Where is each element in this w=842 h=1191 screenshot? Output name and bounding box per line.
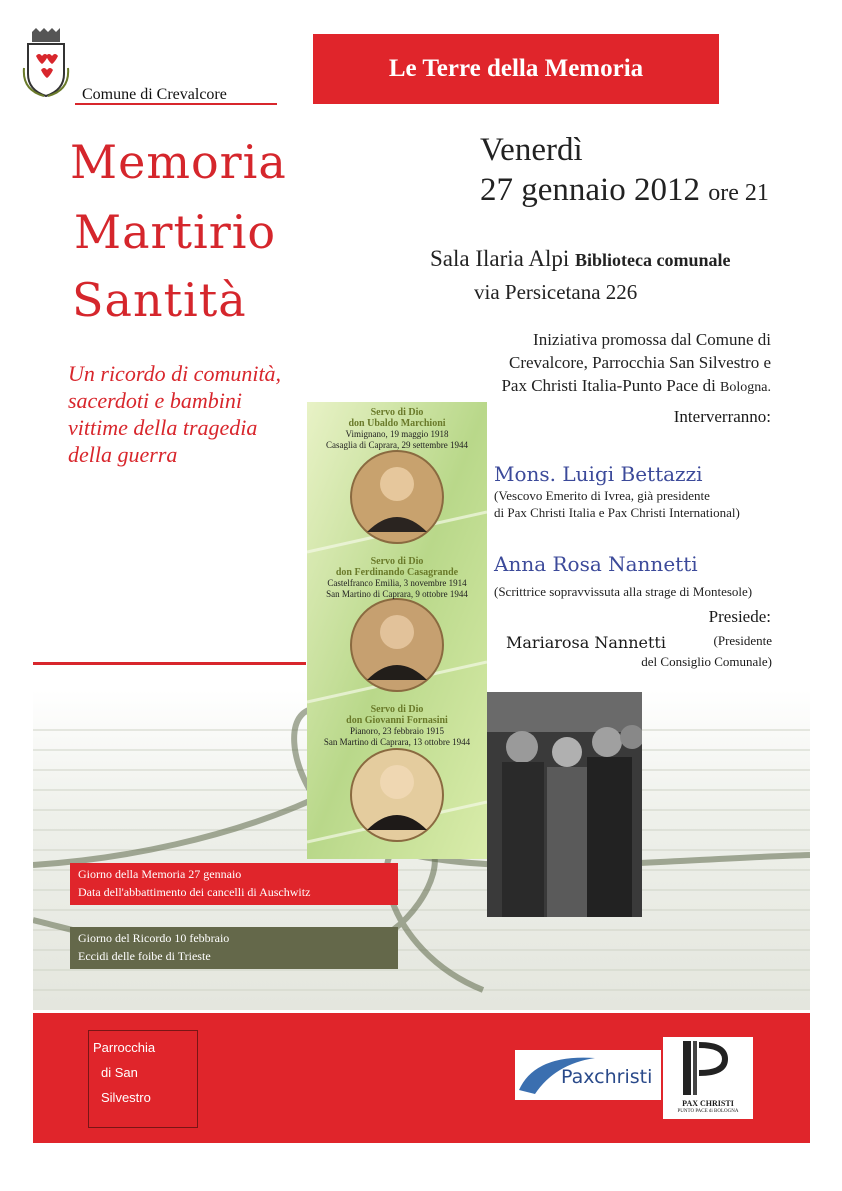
box-line: Giorno della Memoria 27 gennaio (78, 867, 242, 881)
venue-address: via Persicetana 226 (474, 280, 638, 304)
comune-name: Comune di Crevalcore (82, 86, 227, 103)
speaker-1-desc (494, 487, 774, 521)
venue-line (430, 246, 731, 272)
interverranno-label: Interverranno: (673, 407, 771, 426)
saint-birth: Vimignano, 19 maggio 1918 (345, 429, 449, 439)
speaker-1-name: Mons. Luigi Bettazzi (494, 462, 703, 486)
president-role-1: (Presidente (713, 633, 772, 648)
president-name: Mariarosa Nannetti (506, 633, 666, 652)
saint-title: Servo di Dio (370, 556, 424, 567)
president-role-2: del Consiglio Comunale) (641, 654, 772, 669)
pax-logo-title: PAX CHRISTI (682, 1099, 734, 1108)
saint-death: Casaglia di Caprara, 29 settembre 1944 (326, 440, 468, 450)
saint-death: San Martino di Caprara, 9 ottobre 1944 (326, 589, 468, 599)
promo-city: Bologna. (720, 380, 771, 395)
promo-line: Iniziativa promossa dal Comune di (533, 330, 771, 349)
chi-rho-icon (663, 1037, 753, 1097)
saint-birth: Pianoro, 23 febbraio 1915 (350, 726, 444, 736)
saint-name: don Ubaldo Marchioni (348, 418, 446, 429)
saint-name: don Ferdinando Casagrande (335, 567, 459, 578)
venue-library: Biblioteca comunale (575, 250, 731, 270)
saints-strip (307, 402, 487, 859)
paxchristi-logo (515, 1050, 661, 1100)
box-line: Eccidi delle foibe di Trieste (78, 949, 211, 963)
speaker-desc-line: (Vescovo Emerito di Ivrea, già presidente (494, 488, 710, 503)
saint-name: don Giovanni Fornasini (346, 715, 448, 726)
saint-birth: Castelfranco Emilia, 3 novembre 1914 (327, 578, 467, 588)
event-day: Venerdì (480, 132, 583, 168)
paxchristi-logo-text: Paxchristi (561, 1066, 653, 1088)
promo-line (445, 374, 771, 399)
parrocchia-label (93, 1035, 155, 1110)
box-line: Giorno del Ricordo 10 febbraio (78, 931, 230, 945)
saint-death: San Martino di Caprara, 13 ottobre 1944 (323, 737, 471, 747)
event-date: 27 gennaio 2012 (480, 172, 700, 208)
giorno-memoria-box (70, 863, 398, 905)
subtitle (68, 360, 328, 468)
event-time: ore 21 (708, 180, 769, 206)
saint-title: Servo di Dio (370, 407, 424, 418)
pax-christi-bologna-logo (663, 1037, 753, 1119)
title-banner: Le Terre della Memoria (313, 34, 719, 104)
venue-name: Sala Ilaria Alpi (430, 246, 570, 271)
saint-title: Servo di Dio (370, 704, 424, 715)
crest-icon (22, 28, 70, 98)
saint-2-caption (312, 556, 482, 600)
event-date-line (480, 172, 769, 209)
speaker-2-desc: (Scrittrice sopravvissuta alla strage di Montesole) (494, 584, 753, 599)
title-line-3: Santità (72, 273, 247, 327)
speaker-2-name: Anna Rosa Nannetti (494, 552, 698, 576)
promo-text (445, 328, 771, 399)
parrocchia-line: Silvestro (101, 1090, 151, 1105)
subtitle-line: della guerra (68, 442, 178, 467)
promo-line: Crevalcore, Parrocchia San Silvestro e (509, 353, 771, 372)
title-line-2: Martirio (74, 205, 277, 259)
parrocchia-line: di San (101, 1065, 138, 1080)
subtitle-line: sacerdoti e bambini (68, 388, 242, 413)
speaker-desc-line: di Pax Christi Italia e Pax Christi International) (494, 505, 740, 520)
box-line: Data dell'abbattimento dei cancelli di Auschwitz (78, 885, 311, 899)
subtitle-line: Un ricordo di comunità, (68, 361, 282, 386)
giorno-ricordo-box (70, 927, 398, 969)
saint-1-caption (312, 407, 482, 451)
title-line-1: Memoria (70, 135, 287, 189)
pax-logo-subtitle: PUNTO PACE di BOLOGNA (677, 1109, 739, 1114)
presiede-label: Presiede: (708, 607, 771, 626)
header-rule (75, 103, 277, 105)
president-line (506, 633, 772, 653)
divider-rule (33, 662, 306, 665)
subtitle-line: vittime della tragedia (68, 415, 258, 440)
historical-photo (487, 692, 642, 917)
parrocchia-line: Parrocchia (93, 1040, 156, 1055)
promo-line-part: Pax Christi Italia-Punto Pace di (501, 376, 721, 395)
saint-3-caption (312, 704, 482, 748)
